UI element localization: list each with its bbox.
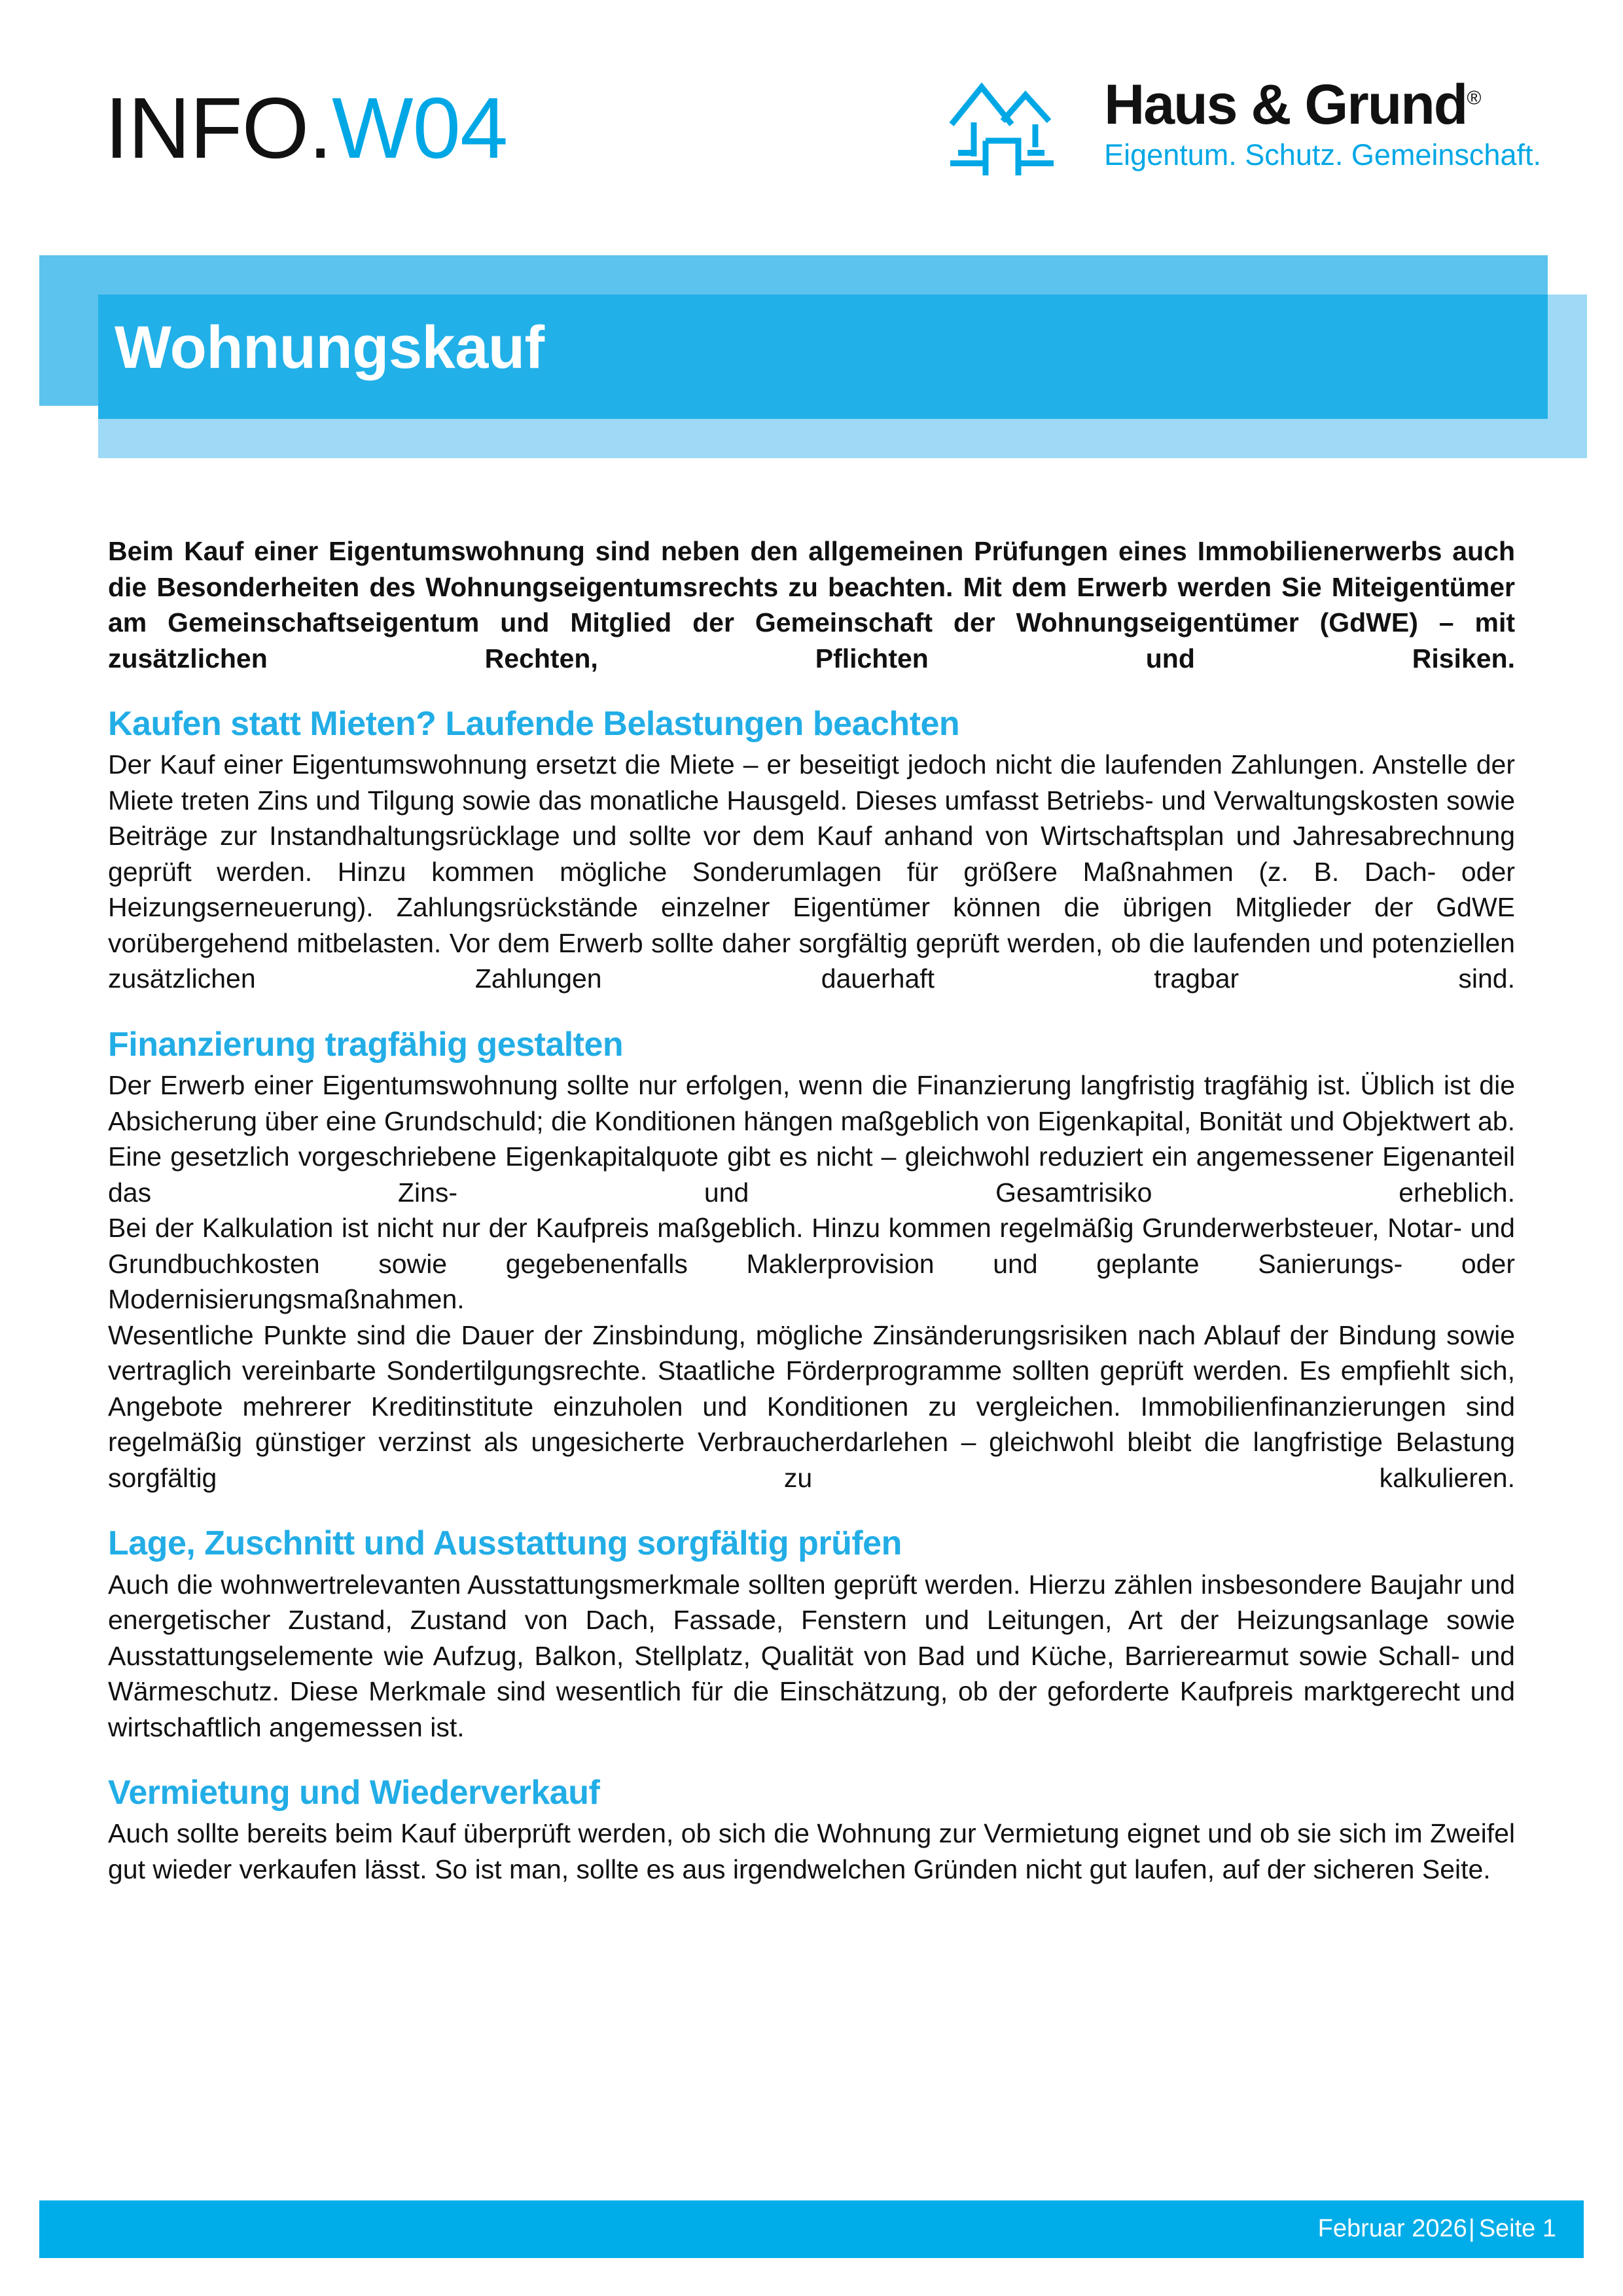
footer-separator: | [1468,2215,1475,2242]
footer-date: Februar 2026 [1317,2215,1467,2242]
document-code-prefix: INFO. [105,80,332,176]
footer-meta [1318,2215,1556,2243]
brand-name [1104,73,1541,136]
section-paragraph: Der Kauf einer Eigentumswohnung ersetzt die Miete – er beseitigt jedoch nicht die laufenden Zahlungen. Anstelle der Miete treten Zins und Tilgung sowie das monatliche Hausgeld. Dieses umfasst Betriebs- und Verwaltungskosten sowie Beiträge zur Instandhaltungsrücklage und sollte vor dem Kauf anhand von Wirtschaftsplan und Jahresabrechnung geprüft werden. Hinzu kommen mögliche Sonderumlagen für größere Maßnahmen (z. B. Dach- oder Heizungserneuerung). Zahlungsrückstände einzelner Eigentümer können die übrigen Mitglieder der GdWE vorübergehend mitbelasten. Vor dem Erwerb sollte daher sorgfältig geprüft werden, ob die laufenden und potenziellen zusätzlichen Zahlungen dauerhaft tragbar sind. [108,749,1515,994]
intro-paragraph: Beim Kauf einer Eigentumswohnung sind neben den allgemeinen Prüfungen eines Immobilienerwerbs auch die Besonderheiten des Wohnungseigentumsrechts zu beachten. Mit dem Erwerb werden Sie Miteigentümer am Gemeinschaftseigentum und Mitglied der Gemeinschaft der Wohnungseigentümer (GdWE) – mit zusätzlichen Rechten, Pflichten und Risiken. [108,536,1515,673]
page-title: Wohnungskauf [115,314,544,381]
section-paragraph: Auch sollte bereits beim Kauf überprüft werden, ob sich die Wohnung zur Vermietung eignet und ob sie sich im Zweifel gut wieder verkaufen lässt. So ist man, sollte es aus irgendwelchen Gründen nicht gut laufen, auf der sicheren Seite. [108,1818,1515,1884]
brand-logo [948,69,1541,177]
haus-und-grund-house-icon [948,69,1082,177]
section-vermietung-wiederverkauf [108,1774,1515,1887]
section-heading: Lage, Zuschnitt und Ausstattung sorgfältig prüfen [108,1524,902,1563]
document-code-suffix: W04 [331,80,508,176]
title-banner [0,255,1623,471]
section-finanzierung [108,1026,1515,1496]
section-paragraph: Bei der Kalkulation ist nicht nur der Kaufpreis maßgeblich. Hinzu kommen regelmäßig Grunderwerbsteuer, Notar- und Grundbuchkosten sowie gegebenenfalls Maklerprovision und geplante Sanierungs- oder Modernisierungsmaßnahmen. [108,1213,1515,1315]
footer-page-number: Seite 1 [1478,2215,1556,2242]
section-paragraph: Der Erwerb einer Eigentumswohnung sollte nur erfolgen, wenn die Finanzierung langfristig tragfähig ist. Üblich ist die Absicherung über eine Grundschuld; die Konditionen hängen maßgeblich von Eigenkapital, Bonität und Objektwert ab. Eine gesetzlich vorgeschriebene Eigenkapitalquote gibt es nicht – gleichwohl reduziert ein angemessener Eigenanteil das Zins- und Gesamtrisiko erheblich. [108,1070,1515,1208]
section-kaufen-statt-mieten [108,705,1515,997]
brand-wordmark [1104,69,1541,170]
brand-name-text: Haus & Grund [1104,73,1467,136]
document-body [108,533,1515,1916]
section-heading: Vermietung und Wiederverkauf [108,1774,600,1812]
registered-mark: ® [1467,87,1482,109]
section-heading: Kaufen statt Mieten? Laufende Belastungen beachten [108,705,960,744]
page-footer [39,2200,1584,2258]
section-heading: Finanzierung tragfähig gestalten [108,1025,624,1064]
section-paragraph: Auch die wohnwertrelevanten Ausstattungsmerkmale sollten geprüft werden. Hierzu zählen insbesondere Baujahr und energetischer Zustand, Zustand von Dach, Fassade, Fenstern und Leitungen, Art der Heizungsanlage sowie Ausstattungselemente wie Aufzug, Balkon, Stellplatz, Qualität von Bad und Küche, Barrierearmut sowie Schall- und Wärmeschutz. Diese Merkmale sind wesentlich für die Einschätzung, ob der geforderte Kaufpreis marktgerecht und wirtschaftlich angemessen ist. [108,1569,1515,1742]
brand-tagline: Eigentum. Schutz. Gemeinschaft. [1104,137,1541,171]
page-header [0,0,1623,236]
section-paragraph: Wesentliche Punkte sind die Dauer der Zinsbindung, mögliche Zinsänderungsrisiken nach Ablauf der Bindung sowie vertraglich vereinbarte Sondertilgungsrechte. Staatliche Förderprogramme sollten geprüft werden. Es empfiehlt sich, Angebote mehrerer Kreditinstitute einzuholen und Konditionen zu vergleichen. Immobilienfinanzierungen sind regelmäßig günstiger verzinst als ungesicherte Verbraucherdarlehen – gleichwohl bleibt die langfristige Belastung sorgfältig zu kalkulieren. [108,1319,1515,1493]
document-code-title [105,80,508,176]
section-lage-zuschnitt [108,1524,1515,1745]
